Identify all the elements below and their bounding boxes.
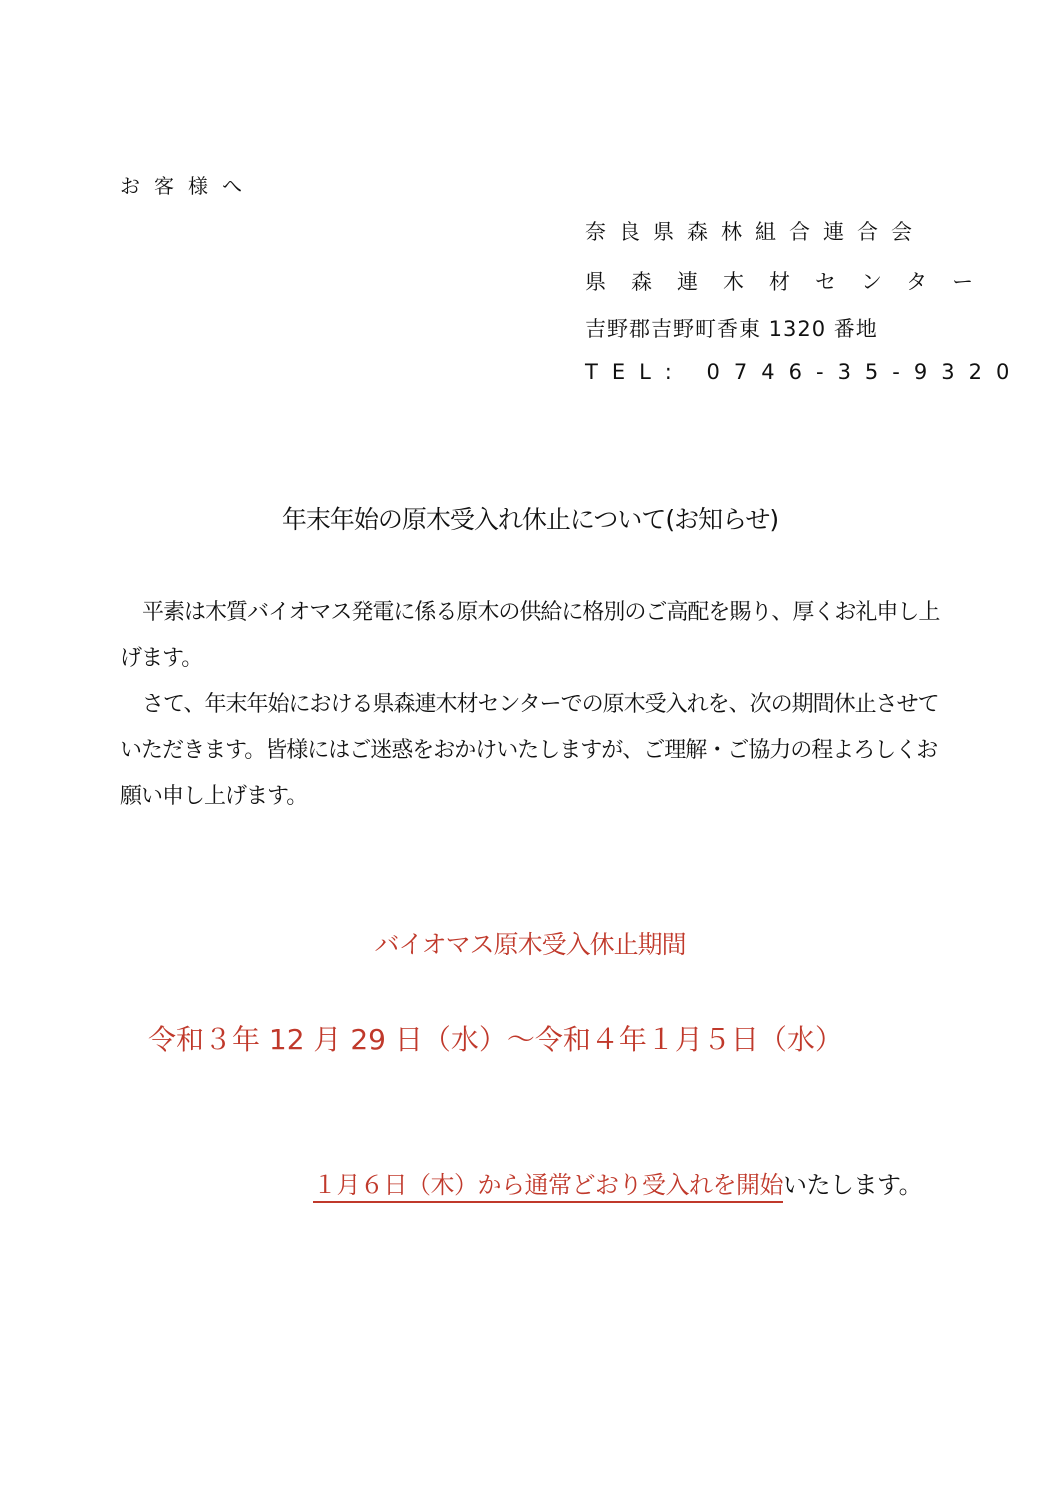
notice-body xyxy=(120,590,942,820)
sender-phone xyxy=(585,360,1024,384)
resume-notice xyxy=(313,1165,922,1200)
closure-period-heading: バイオマス原木受入休止期間 xyxy=(374,930,686,959)
sender-organization xyxy=(585,216,945,246)
sender-organization-text: 奈良県森林組合連合会 xyxy=(585,220,925,244)
notice-title: 年末年始の原木受入れ休止について(お知らせ) xyxy=(281,505,779,534)
resume-notice-rest: いたします。 xyxy=(783,1171,923,1199)
resume-notice-highlight: １月６日（木）から通常どおり受入れを開始 xyxy=(313,1171,783,1203)
sender-center-text: 県森連木材センター xyxy=(585,270,999,294)
sender-center xyxy=(585,266,999,296)
body-paragraph-2: さて、年末年始における県森連木材センターでの原木受入れを、次の期間休止させていただきます。皆様にはご迷惑をおかけいたしますが、ご理解・ご協力の程よろしくお願い申し上げます。 xyxy=(120,692,939,809)
addressee: お客様へ xyxy=(120,174,256,198)
sender-phone-text: TEL: 0746-35-9320 xyxy=(585,360,1024,384)
closure-period-dates: 令和３年 12 月 29 日（水）～令和４年１月５日（水） xyxy=(148,1023,843,1056)
sender-address xyxy=(585,313,945,343)
body-paragraph-1: 平素は木質バイオマス発電に係る原木の供給に格別のご高配を賜り、厚くお礼申し上げます。 xyxy=(120,600,940,671)
sender-address-text: 吉野郡吉野町香東 1320 番地 xyxy=(585,317,878,341)
